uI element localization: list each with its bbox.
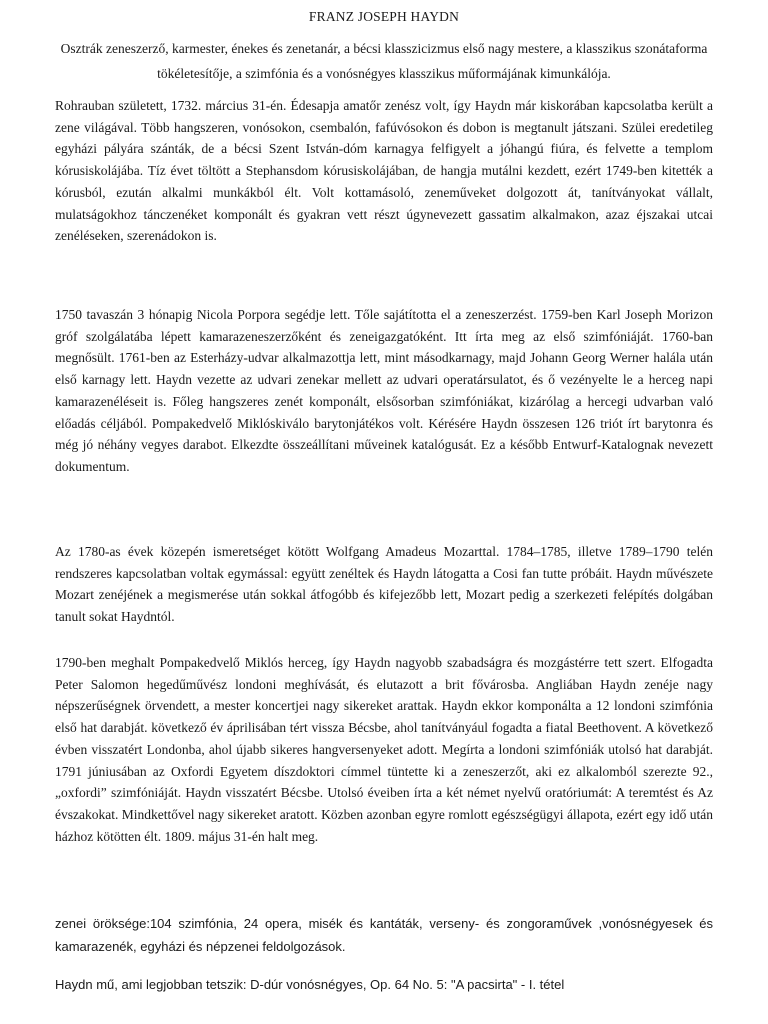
paragraph-mozart: Az 1780-as évek közepén ismeretséget kötött Wolfgang Amadeus Mozarttal. 1784–1785, illetve 1789–1790 telén rendszeres kapcsolatban voltak egymással: együtt zenéltek és Haydn látogatta a Cosi fan tutte próbáit. Haydn művészete Mozart zenéjének a megismerése után sokkal átfogóbb és kifejezőbb lett, Mozart pedig a szerkezeti felépítés dolgában tanult sokat Haydntól. <box>55 544 713 625</box>
favorite-work: Haydn mű, ami legjobban tetszik: D-dúr vonósnégyes, Op. 64 No. 5: "A pacsirta" - I. tétel <box>55 977 565 992</box>
document-title: FRANZ JOSEPH HAYDN <box>308 9 460 24</box>
paragraph-london: 1790-ben meghalt Pompakedvelő Miklós herceg, így Haydn nagyobb szabadságra és mozgástérre tett szert. Elfogadta Peter Salomon hegedűművész londoni meghívását, és elutazott a brit fővárosba. Angliában Haydn zenéje nagy népszerűségnek örvendett, a mester koncertjei nagy sikereket arattak. Haydn ekkor komponálta a 12 londoni szimfónia első hat darabját. következő év áprilisában tért vissza Bécsbe, ahol tanítványául fogadta a fiatal Beethovent. A következő évben visszatért Londonba, ahol újabb sikeres hangversenyeket adott. Megírta a londoni szimfóniák utolsó hat darabját. 1791 júniusában az Oxfordi Egyetem díszdoktori címmel tüntette ki a zeneszerzőt, aki ez alkalomból szerezte 92., „oxfordi” szimfóniáját. Haydn visszatért Bécsbe. Utolsó éveiben írta a két német nyelvű oratóriumát: A teremtést és Az évszakokat. Mindkettővel nagy sikereket aratott. Közben azonban egyre romlott egészségügyi állapota, ezért egy idő után házhoz kötötten élt. 1809. május 31-én halt meg. <box>55 655 713 844</box>
musical-heritage: zenei öröksége:104 szimfónia, 24 opera, misék és kantáták, verseny- és zongoraművek ,vonósnégyesek és kamarazenék, egyházi és népzenei feldolgozások. <box>55 916 713 954</box>
paragraph-career: 1750 tavaszán 3 hónapig Nicola Porpora segédje lett. Tőle sajátította el a zeneszerzést. 1759-ben Karl Joseph Morizon gróf szolgálatába lépett kamarazeneszerzőként és zeneigazgatóként. Itt írta meg az első szimfóniáját. 1760-ban megnősült. 1761-ben az Esterházy-udvar alkalmazottja lett, mint másodkarnagy, majd Johann Georg Werner halála után első karnagy lett. Haydn vezette az udvari zenekar mellett az udvari operatársulatot, és ő vezényelte le a herceg napi kamarazenéléseit is. Főleg hangszeres zenét komponált, elsősorban szimfóniákat, kizárólag a hercegi udvarban való előadás céljából. Pompakedvelő Miklóskiválo barytonjátékos volt. Kérésére Haydn összesen 126 triót írt barytonra és még jó néhány vegyes darabot. Elkezdte összeállítani műveinek katalógusát. Ez a később Entwurf-Katalognak nevezett dokumentum. <box>55 307 713 474</box>
paragraph-early-life: Rohrauban született, 1732. március 31-én. Édesapja amatőr zenész volt, így Haydn már kiskorában kapcsolatba került a zene világával. Több hangszeren, vonósokon, csembalón, fafúvósokon és dobon is megtanult játszani. Szülei eredetileg egyházi pályára szánták, de a bécsi Szent István-dóm karnagya felfigyelt a jóhangú fiúra, és felvette a templom kórusiskolájába. Tíz évet töltött a Stephansdom kórusiskolájában, de hangja mutálni kezdett, ezért 1749-ben kitették a kórusból, ezután alkalmi munkákból élt. Volt kottamásoló, zeneműveket dolgozott át, tanítványokat vállalt, mulatságokhoz tánczenéket komponált és gyakran vett részt úgynevezett gassatim alkalmakon, azaz éjszakai utcai zenéléseken, szerenádokon is. <box>55 98 713 244</box>
document-subtitle: Osztrák zeneszerző, karmester, énekes és zenetanár, a bécsi klasszicizmus első nagy mestere, a klasszikus szonátaforma tökéletesítője, a szimfónia és a vonósnégyes klasszikus műformájának kimunkálója. <box>60 41 708 81</box>
